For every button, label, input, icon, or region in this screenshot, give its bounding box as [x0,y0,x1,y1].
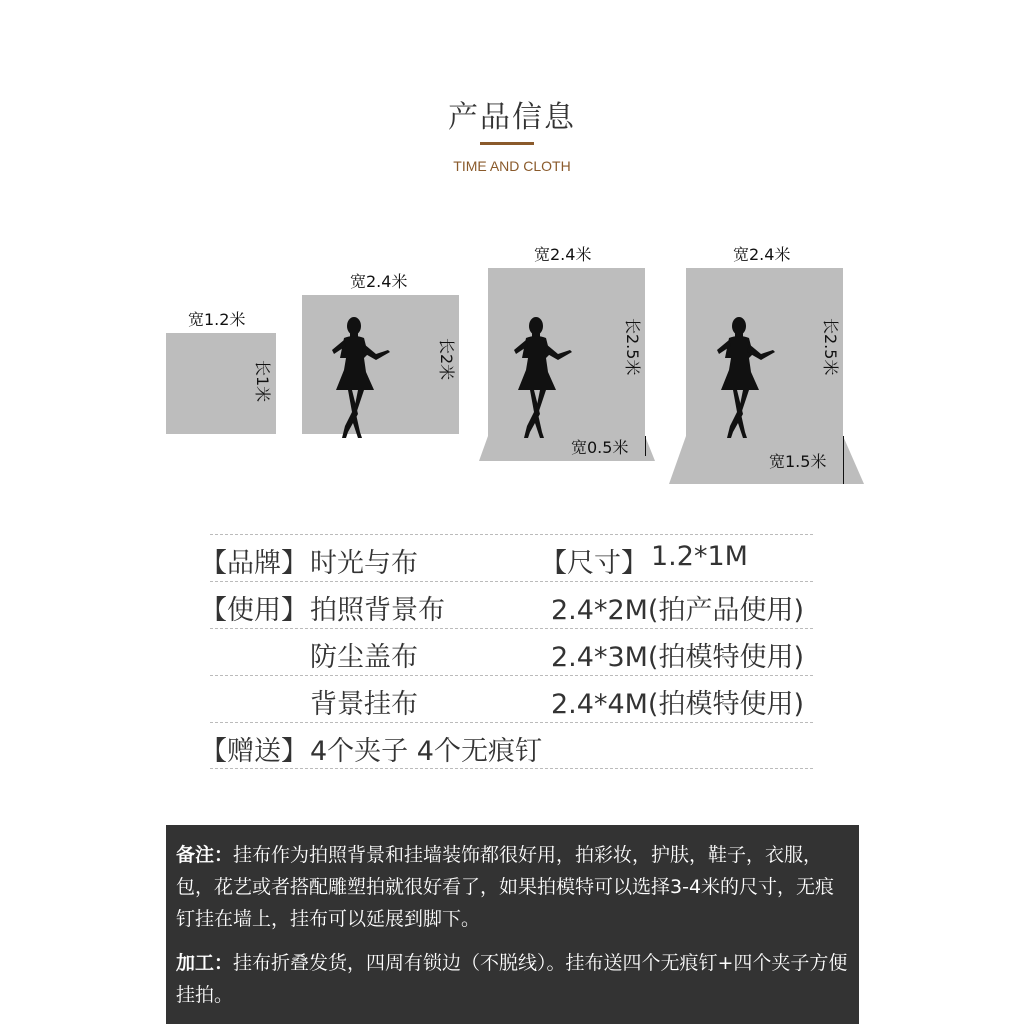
dimension-tick [843,436,844,484]
model-silhouette-icon [500,314,576,444]
width-label: 宽2.4米 [350,272,408,291]
note-box [166,825,859,1024]
page-title: 产品信息 [448,100,576,135]
table-row [200,534,813,581]
width-label: 宽2.4米 [733,245,791,264]
table-row [200,581,813,628]
width-label: 宽1.2米 [188,310,246,329]
size-value: 2.4*3M(拍模特使用) [551,642,804,673]
brand-key: 【品牌】 [200,548,308,579]
size-key: 【尺寸】 [540,548,648,579]
remark-text: 挂布作为拍照背景和挂墙装饰都很好用，拍彩妆，护肤，鞋子，衣服，包，花艺或者搭配雕塑拍就很好看了，如果拍模特可以选择3-4米的尺寸，无痕钉挂在墙上，挂布可以延展到脚下。 [176,844,835,930]
remark-paragraph [176,839,849,935]
use-value: 背景挂布 [310,689,418,720]
dimension-tick [645,436,646,456]
process-text: 挂布折叠发货，四周有锁边（不脱线）。挂布送四个无痕钉+四个夹子方便挂拍。 [176,952,848,1006]
size-value: 1.2*1M [651,541,748,572]
remark-label: 备注： [176,844,234,866]
title-underline [480,142,534,145]
length-label: 长2.5米 [821,318,840,376]
table-row [200,722,813,769]
page-subtitle: TIME AND CLOTH [453,158,571,174]
width-label: 宽2.4米 [534,245,592,264]
gift-value: 4个夹子 4个无痕钉 [310,736,542,767]
product-info-table [200,534,813,769]
gift-key: 【赠送】 [200,736,308,767]
process-paragraph [176,947,849,1011]
use-value: 拍照背景布 [310,595,445,626]
model-silhouette-icon [703,314,779,444]
length-label: 长2米 [437,338,456,381]
size-value: 2.4*2M(拍产品使用) [551,595,804,626]
model-silhouette-icon [318,314,394,444]
brand-value: 时光与布 [310,548,418,579]
use-key: 【使用】 [200,595,308,626]
size-value: 2.4*4M(拍模特使用) [551,689,804,720]
floor-width-label: 宽1.5米 [769,452,827,471]
table-row [210,628,813,675]
table-row [210,675,813,722]
length-label: 长1米 [253,360,272,403]
floor-width-label: 宽0.5米 [571,438,629,457]
use-value: 防尘盖布 [310,642,418,673]
length-label: 长2.5米 [623,318,642,376]
process-label: 加工： [176,952,234,974]
